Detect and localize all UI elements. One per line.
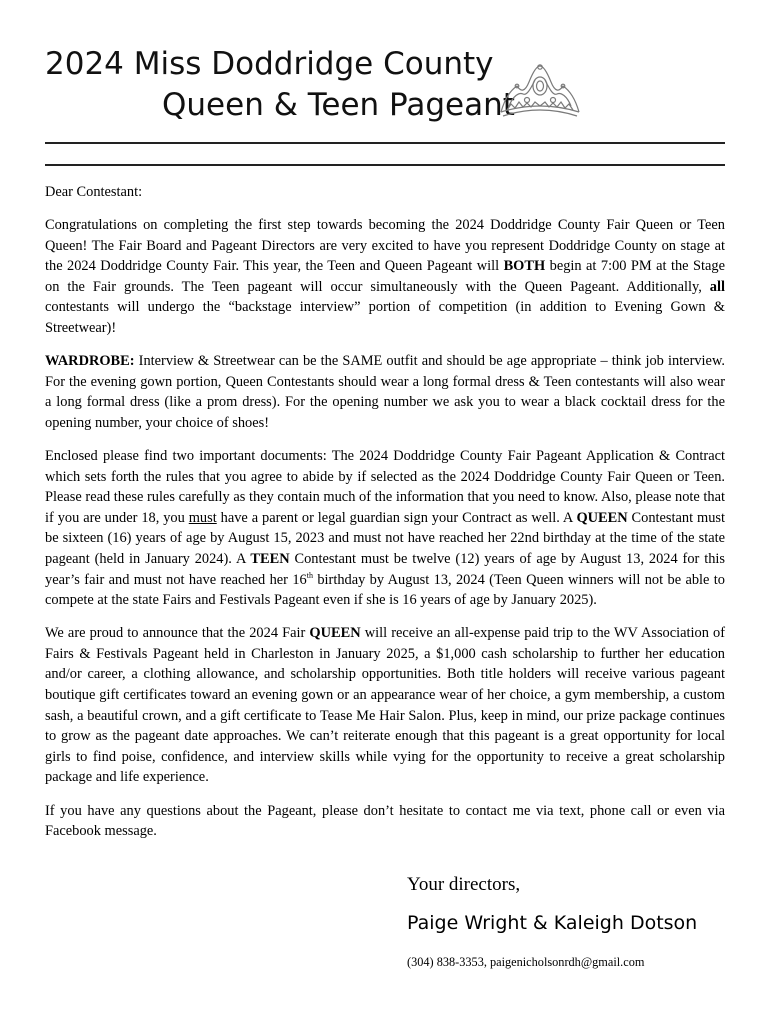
both-emphasis: BOTH <box>503 258 546 275</box>
paragraph-prizes: We are proud to announce that the 2024 Fair QUEEN will receive an all-expense paid trip to the WV Association of Fairs & Festivals Pageant held in Charleston in January 2025, a $1,000 cash scholarship to further her education and/or career, a clothing allowance, and scholarship opportunities. Both title holders will receive various pageant boutique gift certificates toward an evening gown or an appearance wear of her choice, a gym membership, a custom sash, a beautiful crown, and a gift certificate to Tease Me Hair Salon. Plus, keep in mind, our prize package continues to grow as the pageant date approaches. We can’t reiterate enough that this pageant is a great opportunity for local girls to find poise, confidence, and interview skills while vying for the opportunity to receive a great scholarship package and life experience. <box>45 625 725 786</box>
ordinal-suffix: th <box>306 570 313 580</box>
queen-emphasis: QUEEN <box>309 625 361 642</box>
salutation: Dear Contestant: <box>45 184 143 200</box>
paragraph-documents: Enclosed please find two important documents: The 2024 Doddridge County Fair Pageant Application & Contract which sets forth the rules that you agree to abide by if selected as the 2024 Doddridge County Fair Queen or Teen. Please read these rules carefully as they contain much of the information that you need to know. Also, please note that if you are under 18, you must have a parent or legal guardian sign your Contract as well. A QUEEN Contestant must be sixteen (16) years of age by August 15, 2023 and must not have reached her 22nd birthday at the time of the state pageant (held in January 2024). A TEEN Contestant must be twelve (12) years of age by August 13, 2024 for this year’s fair and must not have reached her 16th birthday by August 13, 2024 (Teen Queen winners will not be able to compete at the state Fairs and Festivals Pageant even if she is 16 years of age by January 2025). <box>45 448 725 609</box>
paragraph-questions: If you have any questions about the Pageant, please don’t hesitate to contact me via text, phone call or even via Facebook message. <box>45 802 725 840</box>
letter-body <box>45 182 725 854</box>
header-divider-bottom <box>45 164 725 166</box>
paragraph-congratulations: Congratulations on completing the first step towards becoming the 2024 Doddridge County Fair Queen or Teen Queen! The Fair Board and Pageant Directors are very excited to have you represent Doddridge County on stage at the 2024 Doddridge County Fair. This year, the Teen and Queen Pageant will BOTH begin at 7:00 PM at the Stage on the Fair grounds. The Teen pageant will occur simultaneously with the Queen Pageant. Additionally, all contestants will undergo the “backstage interview” portion of competition (in addition to Evening Gown & Streetwear)! <box>45 217 725 337</box>
page-title-line-1: 2024 Miss Doddridge County <box>45 46 494 82</box>
wardrobe-label: WARDROBE: <box>45 353 135 370</box>
must-emphasis: must <box>188 509 217 526</box>
signature-contact: (304) 838-3353, paigenicholsonrdh@gmail.com <box>407 955 645 969</box>
teen-emphasis: TEEN <box>250 551 290 567</box>
header-divider-top <box>45 142 725 144</box>
paragraph-wardrobe: WARDROBE: Interview & Streetwear can be the SAME outfit and should be age appropriate – think job interview. For the evening gown portion, Queen Contestants should wear a long formal dress & Teen contestants will also wear a long formal dress (like a prom dress). For the opening number we ask you to wear a black cocktail dress for the opening number, your choice of shoes! <box>45 353 725 431</box>
signature-names: Paige Wright & Kaleigh Dotson <box>407 912 698 934</box>
page-title-line-2: Queen & Teen Pageant <box>162 87 515 123</box>
queen-emphasis: QUEEN <box>576 509 628 526</box>
all-emphasis: all <box>709 278 725 295</box>
crown-icon <box>497 62 583 118</box>
signature-closing: Your directors, <box>407 874 521 895</box>
